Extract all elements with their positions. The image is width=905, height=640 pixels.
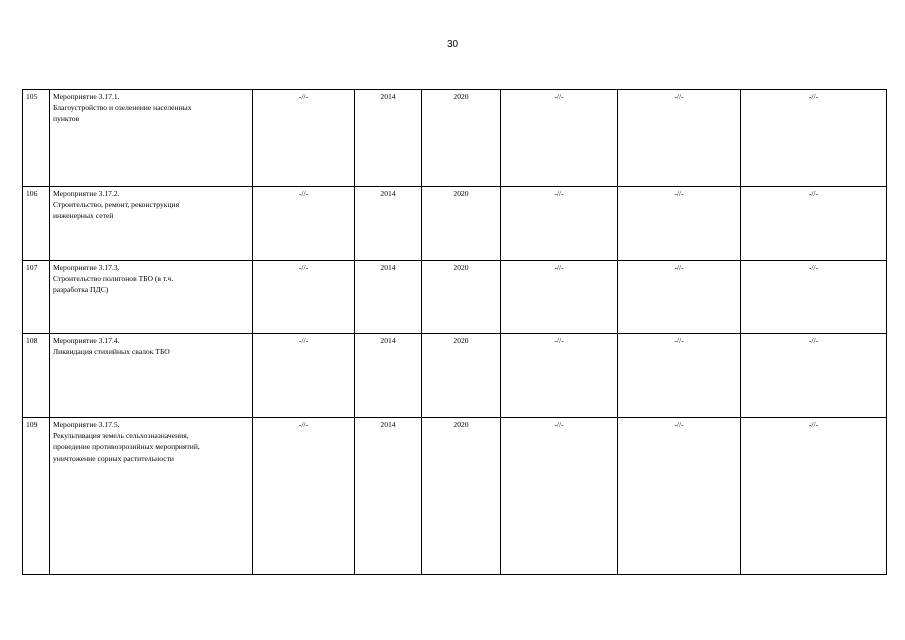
ditto-cell: -//- bbox=[253, 187, 355, 261]
measure-text-line: уничтожение сорных растительности bbox=[53, 453, 174, 463]
ditto-cell: -//- bbox=[253, 90, 355, 187]
ditto-cell: -//- bbox=[741, 334, 887, 418]
ditto-cell: -//- bbox=[741, 418, 887, 575]
measure-text-line: Ликвидация стихийных свалок ТБО bbox=[53, 347, 170, 357]
row-number-cell: 105 bbox=[23, 90, 50, 187]
measure-description-cell bbox=[50, 334, 253, 418]
end-year-cell: 2020 bbox=[422, 334, 501, 418]
ditto-cell: -//- bbox=[253, 334, 355, 418]
end-year-cell: 2020 bbox=[422, 418, 501, 575]
measure-text-line: Строительство, ремонт, реконструкция bbox=[53, 200, 180, 210]
row-number-cell: 106 bbox=[23, 187, 50, 261]
ditto-cell: -//- bbox=[618, 90, 741, 187]
ditto-cell: -//- bbox=[501, 90, 618, 187]
end-year-cell: 2020 bbox=[422, 187, 501, 261]
measure-text-line: пунктов bbox=[53, 114, 80, 124]
measure-title: Мероприятие 3.17.2. bbox=[53, 189, 120, 198]
row-number-cell: 107 bbox=[23, 261, 50, 334]
measure-description-cell bbox=[50, 187, 253, 261]
table-row bbox=[23, 261, 887, 334]
ditto-cell: -//- bbox=[618, 418, 741, 575]
measure-description-cell bbox=[50, 261, 253, 334]
measure-description-cell bbox=[50, 418, 253, 575]
start-year-cell: 2014 bbox=[355, 334, 422, 418]
measure-text-line: инженерных сетей bbox=[53, 211, 114, 221]
measure-title: Мероприятие 3.17.3. bbox=[53, 263, 120, 272]
measure-text-line: разработка ПДС) bbox=[53, 285, 109, 295]
table-row bbox=[23, 90, 887, 187]
page-number: 30 bbox=[446, 39, 459, 50]
ditto-cell: -//- bbox=[501, 334, 618, 418]
ditto-cell: -//- bbox=[253, 261, 355, 334]
ditto-cell: -//- bbox=[253, 418, 355, 575]
measure-description-cell bbox=[50, 90, 253, 187]
row-number-cell: 109 bbox=[23, 418, 50, 575]
measure-title: Мероприятие 3.17.1. bbox=[53, 92, 120, 101]
measures-table bbox=[22, 89, 887, 575]
table-row bbox=[23, 418, 887, 575]
start-year-cell: 2014 bbox=[355, 418, 422, 575]
measure-text-line: Благоустройство и озеленение населенных bbox=[53, 103, 192, 113]
ditto-cell: -//- bbox=[741, 261, 887, 334]
table-row bbox=[23, 187, 887, 261]
measure-title: Мероприятие 3.17.5. bbox=[53, 420, 120, 429]
start-year-cell: 2014 bbox=[355, 261, 422, 334]
start-year-cell: 2014 bbox=[355, 187, 422, 261]
ditto-cell: -//- bbox=[741, 90, 887, 187]
ditto-cell: -//- bbox=[501, 261, 618, 334]
ditto-cell: -//- bbox=[501, 187, 618, 261]
table-row bbox=[23, 334, 887, 418]
ditto-cell: -//- bbox=[618, 261, 741, 334]
measure-text-line: Рекультивация земель сельхозназначения, bbox=[53, 431, 189, 441]
end-year-cell: 2020 bbox=[422, 90, 501, 187]
measure-text-line: Строительство полигонов ТБО (в т.ч. bbox=[53, 274, 174, 284]
measure-text-line: проведение противоэрозийных мероприятий, bbox=[53, 442, 200, 452]
ditto-cell: -//- bbox=[618, 334, 741, 418]
start-year-cell: 2014 bbox=[355, 90, 422, 187]
ditto-cell: -//- bbox=[501, 418, 618, 575]
row-number-cell: 108 bbox=[23, 334, 50, 418]
measure-title: Мероприятие 3.17.4. bbox=[53, 336, 120, 345]
end-year-cell: 2020 bbox=[422, 261, 501, 334]
ditto-cell: -//- bbox=[618, 187, 741, 261]
ditto-cell: -//- bbox=[741, 187, 887, 261]
